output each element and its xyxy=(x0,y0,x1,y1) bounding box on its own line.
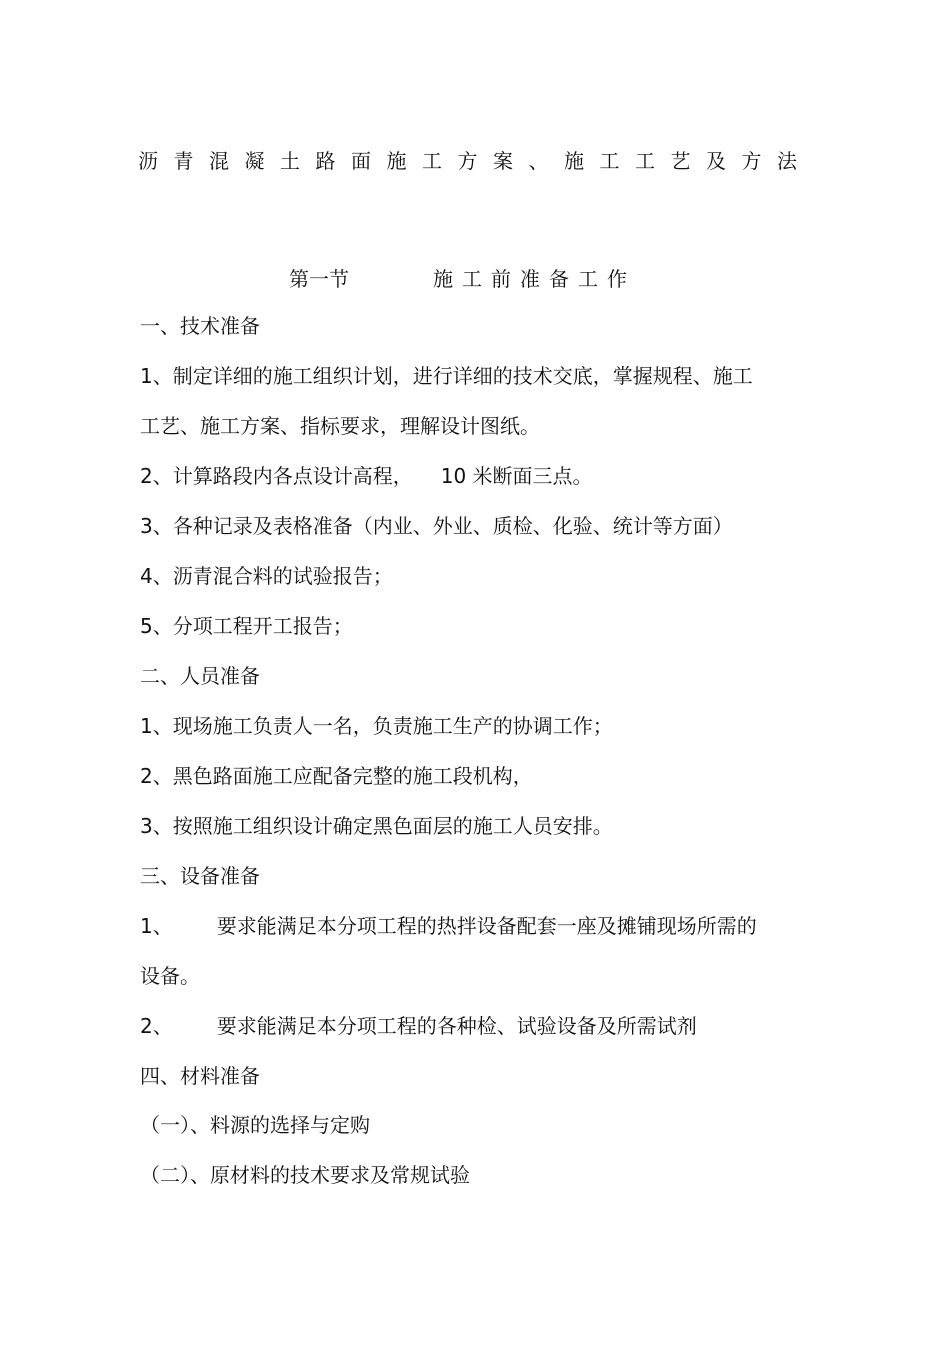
text-segment: 要求能满足本分项工程的各种检、试验设备及所需试剂 xyxy=(216,1014,697,1038)
document-title: 沥青混凝土路面施工方案、施工工艺及方法 xyxy=(138,149,813,173)
paragraph-line xyxy=(140,1014,697,1038)
subheading: （一）、料源的选择与定购 xyxy=(140,1113,370,1137)
paragraph-line: 1、现场施工负责人一名，负责施工生产的协调工作； xyxy=(140,714,613,738)
paragraph-line: 5、分项工程开工报告； xyxy=(140,614,353,638)
heading-technical-prep: 一、技术准备 xyxy=(140,314,260,338)
paragraph-line: 工艺、施工方案、指标要求，理解设计图纸。 xyxy=(140,414,540,438)
paragraph-line: 设备。 xyxy=(140,964,200,988)
section-name: 施工前准备工作 xyxy=(433,267,636,291)
text-segment: 要求能满足本分项工程的热拌设备配套一座及摊铺现场所需的 xyxy=(216,914,757,938)
list-number: 1、 xyxy=(140,914,173,938)
text-segment: 10 米断面三点。 xyxy=(440,464,593,488)
paragraph-line xyxy=(140,464,593,488)
section-number: 第一节 xyxy=(289,267,349,291)
heading-equipment-prep: 三、设备准备 xyxy=(140,864,260,888)
list-number: 2、 xyxy=(140,1014,173,1038)
paragraph-line: 2、黑色路面施工应配备完整的施工段机构， xyxy=(140,764,533,788)
heading-material-prep: 四、材料准备 xyxy=(140,1064,260,1088)
paragraph-line: 1、制定详细的施工组织计划，进行详细的技术交底，掌握规程、施工 xyxy=(140,364,753,388)
text-segment: 2、计算路段内各点设计高程， xyxy=(140,464,413,488)
section-heading xyxy=(289,263,636,292)
heading-personnel-prep: 二、人员准备 xyxy=(140,664,260,688)
subheading: （二）、原材料的技术要求及常规试验 xyxy=(140,1163,470,1187)
paragraph-line xyxy=(140,914,757,938)
paragraph-line: 4、沥青混合料的试验报告； xyxy=(140,564,393,588)
paragraph-line: 3、各种记录及表格准备（内业、外业、质检、化验、统计等方面） xyxy=(140,514,733,538)
paragraph-line: 3、按照施工组织设计确定黑色面层的施工人员安排。 xyxy=(140,814,613,838)
